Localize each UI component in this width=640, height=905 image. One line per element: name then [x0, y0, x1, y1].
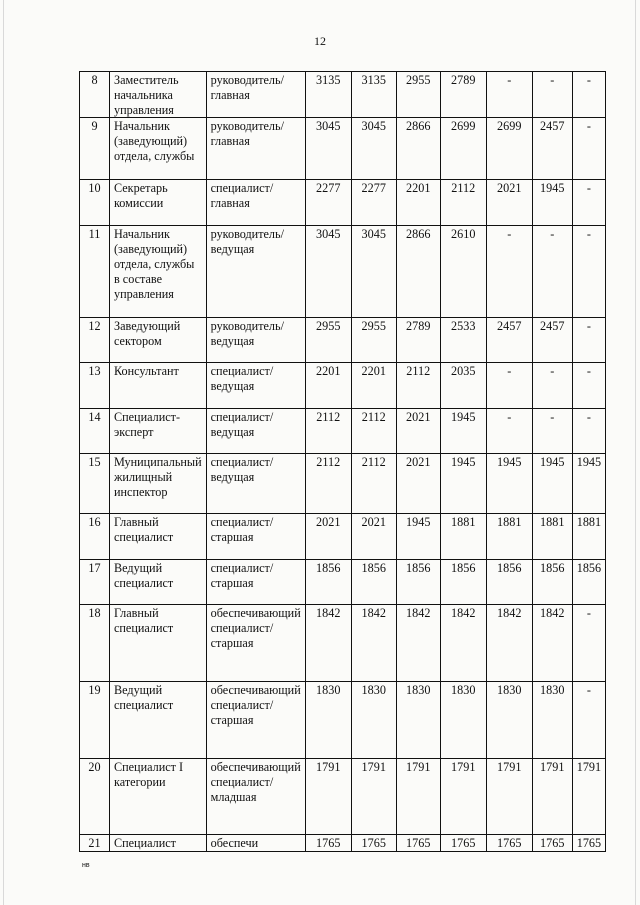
salary-value: 1945: [532, 180, 572, 226]
salary-value: -: [532, 363, 572, 409]
salary-value: 3135: [305, 72, 351, 118]
salary-value: 2457: [532, 318, 572, 363]
salary-value: 1945: [572, 454, 605, 514]
position-name: Ведущий специалист: [110, 682, 207, 759]
table-row: [80, 605, 606, 682]
position-category: руководитель/главная: [206, 72, 305, 118]
salary-value: 1842: [351, 605, 396, 682]
salary-value: 3045: [305, 226, 351, 318]
salary-table: [79, 71, 606, 852]
table-row: [80, 835, 606, 852]
salary-value: -: [572, 682, 605, 759]
position-category: специалист/ведущая: [206, 363, 305, 409]
row-number: 14: [80, 409, 110, 454]
position-name: Заведующий сектором: [110, 318, 207, 363]
salary-value: 1791: [396, 759, 440, 835]
salary-value: -: [486, 409, 532, 454]
page-edge-right: [635, 0, 636, 905]
salary-value: 2789: [396, 318, 440, 363]
salary-value: 2955: [351, 318, 396, 363]
position-category: обеспечи: [206, 835, 305, 852]
salary-value: -: [486, 226, 532, 318]
footer-mark: нв: [82, 862, 90, 869]
salary-value: 1765: [305, 835, 351, 852]
salary-value: 1765: [440, 835, 486, 852]
salary-value: 2457: [532, 118, 572, 180]
salary-value: 1881: [572, 514, 605, 560]
row-number: 13: [80, 363, 110, 409]
salary-value: 3135: [351, 72, 396, 118]
salary-value: 2021: [351, 514, 396, 560]
table-row: [80, 454, 606, 514]
position-category: обеспечивающий специалист/старшая: [206, 682, 305, 759]
salary-value: -: [486, 363, 532, 409]
position-category: обеспечивающий специалист/старшая: [206, 605, 305, 682]
position-category: специалист/главная: [206, 180, 305, 226]
row-number: 15: [80, 454, 110, 514]
salary-value: 1856: [351, 560, 396, 605]
position-name: Главный специалист: [110, 514, 207, 560]
salary-value: 1830: [396, 682, 440, 759]
row-number: 16: [80, 514, 110, 560]
salary-value: 1856: [572, 560, 605, 605]
salary-value: -: [532, 409, 572, 454]
position-category: обеспечивающий специалист/младшая: [206, 759, 305, 835]
salary-value: 1842: [532, 605, 572, 682]
salary-value: -: [486, 72, 532, 118]
salary-value: 3045: [351, 226, 396, 318]
row-number: 10: [80, 180, 110, 226]
row-number: 21: [80, 835, 110, 852]
position-name: Специалист-эксперт: [110, 409, 207, 454]
row-number: 11: [80, 226, 110, 318]
position-name: Главный специалист: [110, 605, 207, 682]
salary-value: 2457: [486, 318, 532, 363]
salary-value: 1791: [305, 759, 351, 835]
salary-value: 1765: [532, 835, 572, 852]
salary-value: 3045: [305, 118, 351, 180]
salary-value: 1765: [396, 835, 440, 852]
salary-value: -: [572, 72, 605, 118]
salary-value: 2533: [440, 318, 486, 363]
row-number: 17: [80, 560, 110, 605]
table-row: [80, 560, 606, 605]
salary-value: 1881: [532, 514, 572, 560]
salary-value: 1945: [440, 454, 486, 514]
salary-value: 1830: [305, 682, 351, 759]
position-name: Консультант: [110, 363, 207, 409]
salary-value: 1856: [440, 560, 486, 605]
table-body: [80, 72, 606, 852]
salary-value: -: [572, 180, 605, 226]
salary-value: 2201: [396, 180, 440, 226]
salary-value: 1842: [305, 605, 351, 682]
table-row: [80, 363, 606, 409]
salary-value: 2021: [396, 454, 440, 514]
salary-value: 2112: [351, 409, 396, 454]
position-name: Заместитель начальника управления: [110, 72, 207, 118]
position-category: специалист/ведущая: [206, 454, 305, 514]
table-row: [80, 514, 606, 560]
salary-value: 2112: [305, 454, 351, 514]
position-category: специалист/старшая: [206, 560, 305, 605]
salary-value: 2021: [305, 514, 351, 560]
salary-value: 2035: [440, 363, 486, 409]
salary-value: 1765: [572, 835, 605, 852]
salary-value: 1830: [486, 682, 532, 759]
salary-value: -: [532, 72, 572, 118]
salary-value: 1881: [486, 514, 532, 560]
salary-value: 2112: [305, 409, 351, 454]
salary-value: 2955: [305, 318, 351, 363]
salary-value: 1791: [532, 759, 572, 835]
salary-value: 1791: [486, 759, 532, 835]
salary-value: 2866: [396, 118, 440, 180]
salary-value: -: [572, 605, 605, 682]
position-name: Секретарь комиссии: [110, 180, 207, 226]
salary-value: 1856: [532, 560, 572, 605]
salary-value: 2112: [351, 454, 396, 514]
salary-value: 2699: [486, 118, 532, 180]
salary-value: 1945: [532, 454, 572, 514]
table-row: [80, 72, 606, 118]
salary-value: -: [572, 118, 605, 180]
position-category: руководитель/ведущая: [206, 226, 305, 318]
table-row: [80, 180, 606, 226]
salary-value: 1856: [305, 560, 351, 605]
salary-value: -: [572, 226, 605, 318]
table-row: [80, 318, 606, 363]
table-row: [80, 118, 606, 180]
row-number: 20: [80, 759, 110, 835]
salary-value: 1765: [486, 835, 532, 852]
position-name: Ведущий специалист: [110, 560, 207, 605]
salary-value: -: [572, 363, 605, 409]
salary-value: 2021: [486, 180, 532, 226]
salary-value: 1945: [440, 409, 486, 454]
salary-value: 1765: [351, 835, 396, 852]
page-edge-left: [3, 0, 4, 905]
salary-value: 2277: [305, 180, 351, 226]
salary-value: -: [572, 318, 605, 363]
salary-value: 2955: [396, 72, 440, 118]
position-category: специалист/старшая: [206, 514, 305, 560]
salary-value: 2201: [351, 363, 396, 409]
position-name: Специалист I категории: [110, 759, 207, 835]
salary-value: 1945: [486, 454, 532, 514]
position-category: специалист/ведущая: [206, 409, 305, 454]
salary-value: 1830: [532, 682, 572, 759]
page-number: 12: [314, 34, 326, 48]
salary-value: 1791: [351, 759, 396, 835]
row-number: 8: [80, 72, 110, 118]
position-name: Начальник (заведующий) отдела, службы в составе управления: [110, 226, 207, 318]
row-number: 18: [80, 605, 110, 682]
salary-value: 1830: [351, 682, 396, 759]
salary-value: 1842: [396, 605, 440, 682]
table-row: [80, 759, 606, 835]
salary-value: 2699: [440, 118, 486, 180]
salary-value: 1881: [440, 514, 486, 560]
position-name: Начальник (заведующий) отдела, службы: [110, 118, 207, 180]
salary-value: 1842: [486, 605, 532, 682]
salary-value: 2201: [305, 363, 351, 409]
row-number: 9: [80, 118, 110, 180]
salary-value: 1791: [440, 759, 486, 835]
salary-value: 2277: [351, 180, 396, 226]
salary-value: 1842: [440, 605, 486, 682]
row-number: 19: [80, 682, 110, 759]
salary-value: 2789: [440, 72, 486, 118]
row-number: 12: [80, 318, 110, 363]
salary-value: 1856: [486, 560, 532, 605]
salary-value: 1945: [396, 514, 440, 560]
salary-value: 1791: [572, 759, 605, 835]
salary-value: -: [572, 409, 605, 454]
salary-value: 1856: [396, 560, 440, 605]
position-category: руководитель/главная: [206, 118, 305, 180]
salary-value: 1830: [440, 682, 486, 759]
position-name: Специалист: [110, 835, 207, 852]
table-row: [80, 409, 606, 454]
table-row: [80, 226, 606, 318]
position-category: руководитель/ведущая: [206, 318, 305, 363]
salary-value: 2112: [440, 180, 486, 226]
salary-value: 3045: [351, 118, 396, 180]
salary-value: 2610: [440, 226, 486, 318]
salary-value: 2112: [396, 363, 440, 409]
salary-value: 2866: [396, 226, 440, 318]
salary-value: -: [532, 226, 572, 318]
salary-value: 2021: [396, 409, 440, 454]
table-row: [80, 682, 606, 759]
position-name: Муниципальный жилищный инспектор: [110, 454, 207, 514]
